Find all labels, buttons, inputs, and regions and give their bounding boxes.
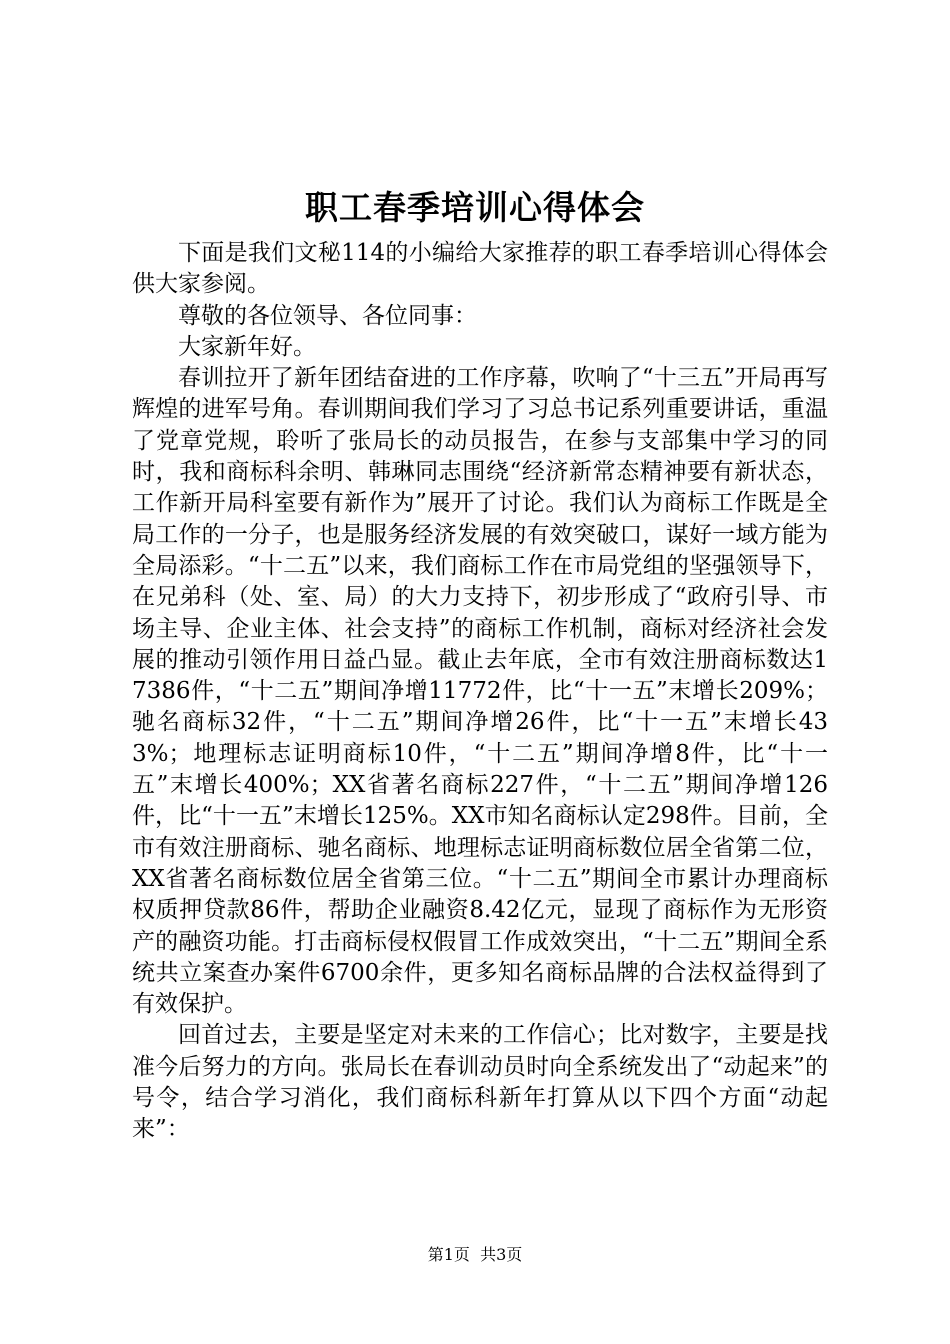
body-paragraph-achievements: 春训拉开了新年团结奋进的工作序幕，吹响了“十三五”开局再写辉煌的进军号角。春训期间我们学习了习总书记系列重要讲话，重温了党章党规，聆听了张局长的动员报告，在参与支部集中学习的同时，我和商标科余明、韩琳同志围绕“经济新常态精神要有新状态，工作新开局科室要有新作为”展开了讨论。我们认为商标工作既是全局工作的一分子，也是服务经济发展的有效突破口，谋好一域方能为全局添彩。“十二五”以来，我们商标工作在市局党组的坚强领导下，在兄弟科（处、室、局）的大力支持下，初步形成了“政府引导、市场主导、企业主体、社会支持”的商标工作机制，商标对经济社会发展的推动引领作用日益凸显。截止去年底，全市有效注册商标数达17386件，“十二五”期间净增11772件，比“十一五”末增长209%；驰名商标32件，“十二五”期间净增26件，比“十一五”末增长433%；地理标志证明商标10件，“十二五”期间净增8件，比“十一五”末增长400%；XX省著名商标227件，“十二五”期间净增126件，比“十一五”末增长125%。XX市知名商标认定298件。目前，全市有效注册商标、驰名商标、地理标志证明商标数位居全省第二位，XX省著名商标数位居全省第三位。“十二五”期间全市累计办理商标权质押贷款86件，帮助企业融资8.42亿元，显现了商标作为无形资产的融资功能。打击商标侵权假冒工作成效突出，“十二五”期间全系统共立案查办案件6700余件，更多知名商标品牌的合法权益得到了有效保护。 <box>132 365 828 1018</box>
greeting-paragraph: 大家新年好。 <box>178 333 316 360</box>
page-number: 第1页 共3页 <box>427 1245 523 1264</box>
salutation-paragraph: 尊敬的各位领导、各位同事： <box>178 302 477 329</box>
page-footer <box>0 1244 950 1266</box>
document-title: 职工春季培训心得体会 <box>305 188 645 227</box>
document-body <box>132 238 828 1146</box>
intro-paragraph: 下面是我们文秘114的小编给大家推荐的职工春季培训心得体会供大家参阅。 <box>132 240 828 298</box>
body-paragraph-outlook: 回首过去，主要是坚定对未来的工作信心；比对数字，主要是找准今后努力的方向。张局长在春训动员时向全系统发出了“动起来”的号令，结合学习消化，我们商标科新年打算从以下四个方面“动起来”： <box>132 1022 828 1143</box>
